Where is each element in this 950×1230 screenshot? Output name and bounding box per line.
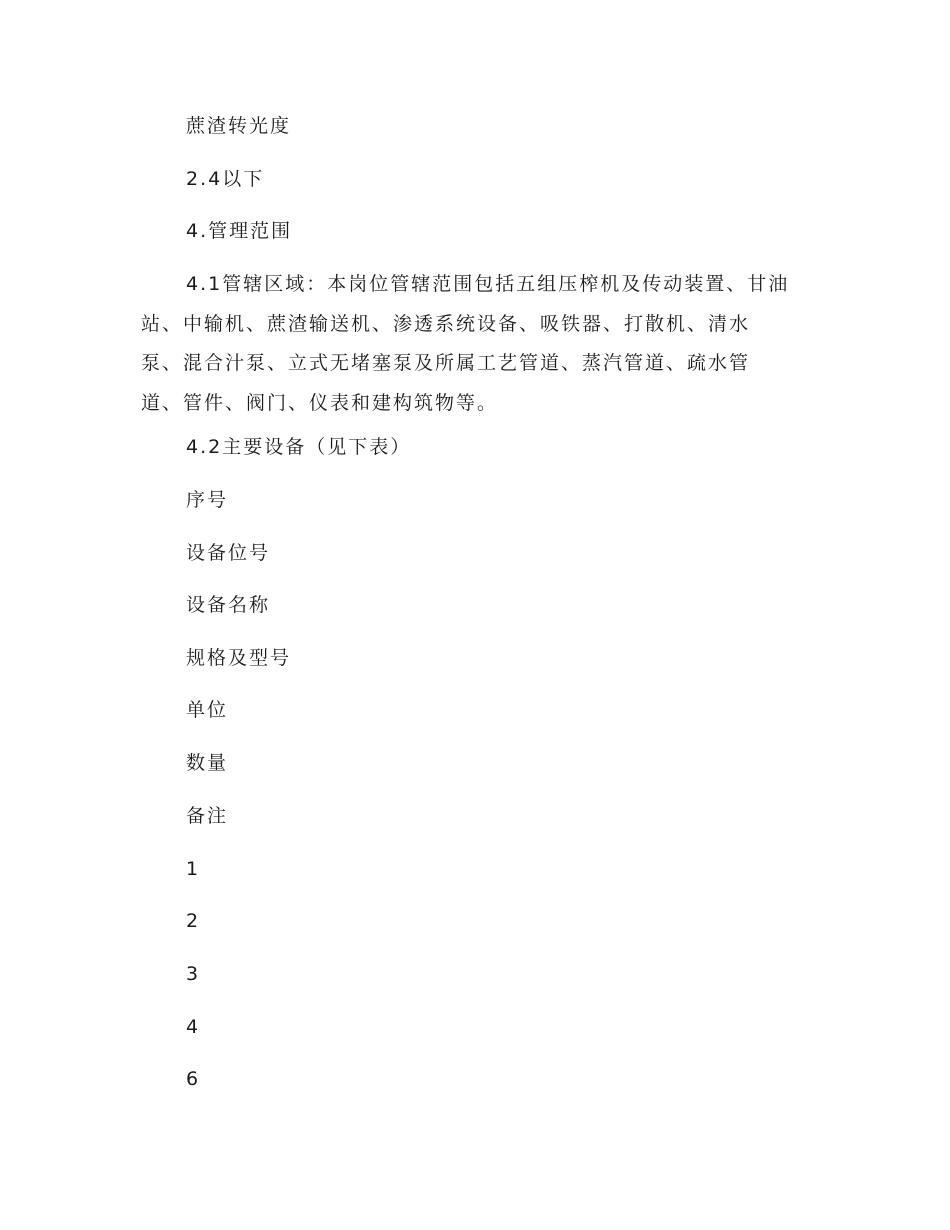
table-row-number: 3 [186,963,201,985]
table-header-cell: 备注 [186,805,229,827]
table-row-number: 4 [186,1016,201,1038]
table-header-cell: 规格及型号 [186,647,292,669]
table-header-cell: 数量 [186,752,229,774]
text-line-value: 2.4以下 [186,168,265,190]
table-header-cell: 设备名称 [186,594,271,616]
paragraph-line: 泵、混合汁泵、立式无堵塞泵及所属工艺管道、蒸汽管道、疏水管 [141,352,751,374]
table-row-number: 1 [186,858,201,880]
paragraph-line: 4.1管辖区域：本岗位管辖范围包括五组压榨机及传动装置、甘油 [186,273,790,295]
table-row-number: 6 [186,1068,201,1090]
table-header-cell: 序号 [186,489,229,511]
table-header-cell: 设备位号 [186,542,271,564]
table-row-number: 2 [186,910,201,932]
paragraph-line: 站、中输机、蔗渣输送机、渗透系统设备、吸铁器、打散机、清水 [141,312,751,335]
text-line-bagasse-polarization: 蔗渣转光度 [186,115,292,137]
table-caption: 4.2主要设备（见下表） [186,436,412,458]
jurisdiction-paragraph [141,265,821,423]
section-heading-management-scope: 4.管理范围 [186,220,293,242]
table-header-cell: 单位 [186,699,229,721]
paragraph-line: 道、管件、阀门、仪表和建构筑物等。 [141,391,499,414]
